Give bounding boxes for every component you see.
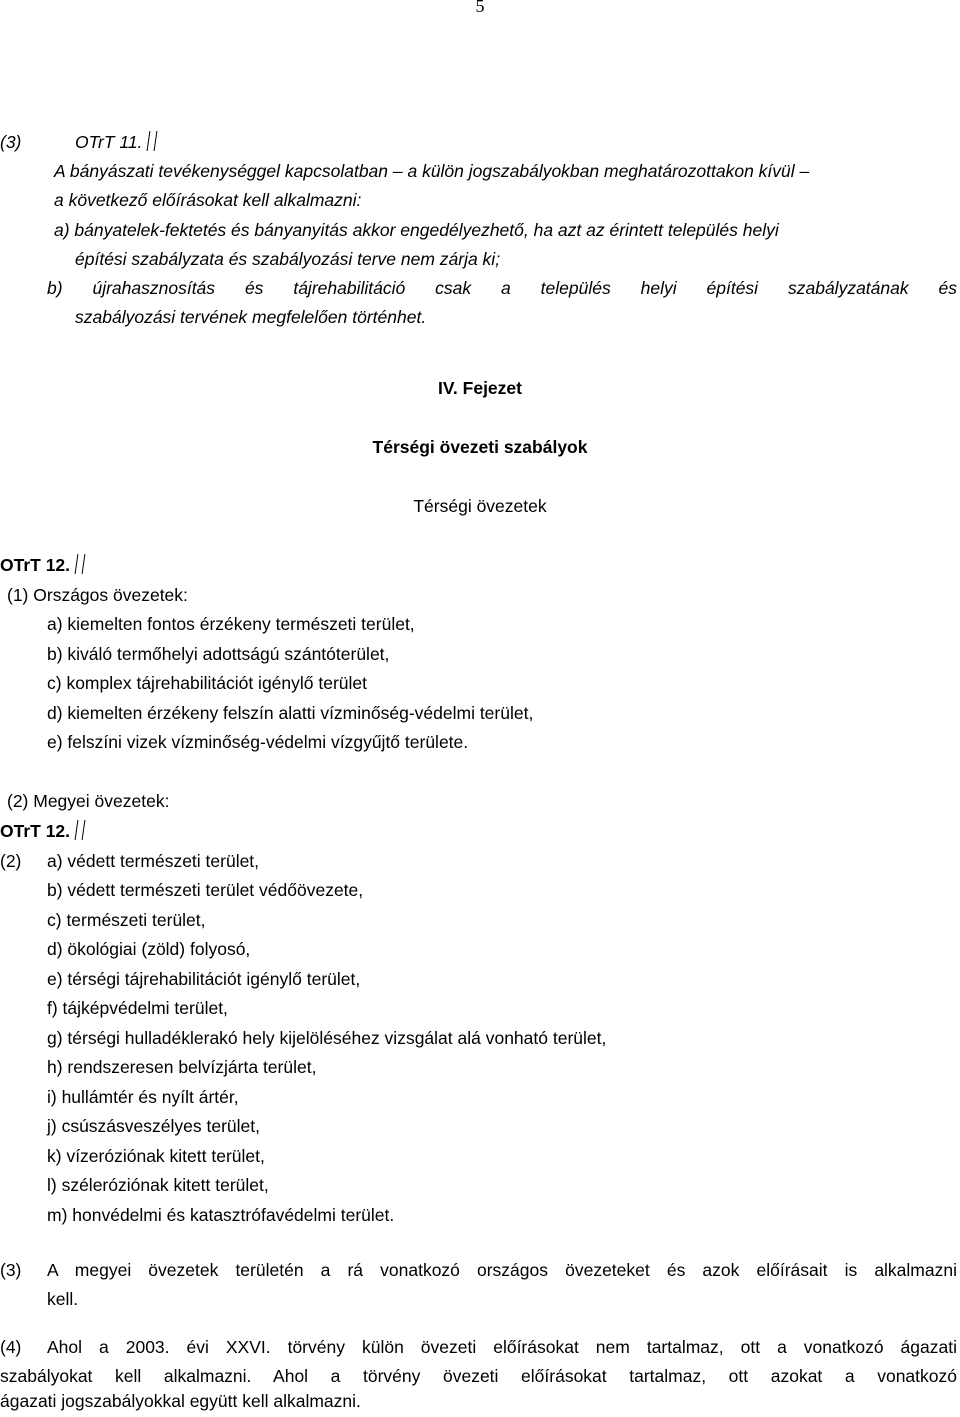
text-line: b) újrahasznosítás és tájrehabilitáció csak a település helyi építési szabályzatának és	[47, 278, 957, 298]
list-heading: (2) Megyei övezetek:	[7, 791, 170, 811]
list-heading: (1) Országos övezetek:	[7, 585, 188, 605]
list-item: e) térségi tájrehabilitációt igénylő terület,	[47, 969, 361, 989]
list-item: k) vízeróziónak kitett terület,	[47, 1146, 265, 1166]
list-item: a) kiemelten fontos érzékeny természeti terület,	[47, 614, 415, 634]
text-line: A megyei övezetek területén a rá vonatkozó országos övezeteket és azok előírásait is alkalmazni	[47, 1260, 957, 1280]
list-item: c) komplex tájrehabilitációt igénylő terület	[47, 673, 368, 693]
paragraph-number: (3)	[0, 132, 22, 152]
list-item: b) kiváló termőhelyi adottságú szántóterület,	[47, 644, 390, 664]
list-item: d) kiemelten érzékeny felszín alatti vízminőség-védelmi terület,	[47, 703, 534, 723]
list-item: g) térségi hulladéklerakó hely kijelöléséhez vizsgálat alá vonható terület,	[47, 1028, 607, 1048]
section-reference-text: OTrT 12.	[0, 821, 71, 841]
section-reference	[0, 817, 84, 847]
chapter-title: Térségi övezeti szabályok	[372, 437, 588, 457]
list-item: c) természeti terület,	[47, 910, 206, 930]
list-item: i) hullámtér és nyílt ártér,	[47, 1087, 239, 1107]
text-line: építési szabályzata és szabályozási terve nem zárja ki;	[75, 249, 501, 269]
list-item: m) honvédelmi és katasztrófavédelmi terület.	[47, 1205, 395, 1225]
text-line: A bányászati tevékenységgel kapcsolatban – a külön jogszabályokban meghatározottakon kívül –	[54, 161, 810, 181]
list-item: f) tájképvédelmi terület,	[47, 998, 228, 1018]
list-item: d) ökológiai (zöld) folyosó,	[47, 939, 251, 959]
section-reference	[0, 551, 84, 581]
chapter-subtitle: Térségi övezetek	[413, 496, 547, 516]
text-line: kell.	[47, 1289, 79, 1309]
section-sign-icon	[74, 554, 84, 574]
text-line: Ahol a 2003. évi XXVI. törvény külön övezeti előírásokat nem tartalmaz, ott a vonatkozó ágazati	[47, 1337, 957, 1357]
section-reference-text: OTrT 11.	[75, 132, 143, 152]
list-item: b) védett természeti terület védőövezete,	[47, 880, 364, 900]
paragraph-number: (4)	[0, 1337, 22, 1357]
chapter-number: IV. Fejezet	[438, 378, 522, 398]
section-sign-icon	[146, 131, 156, 151]
list-item: h) rendszeresen belvízjárta terület,	[47, 1057, 317, 1077]
paragraph-number: (3)	[0, 1260, 22, 1280]
list-item: e) felszíni vizek vízminőség-védelmi vízgyűjtő területe.	[47, 732, 469, 752]
text-line: ágazati jogszabályokkal együtt kell alkalmazni.	[0, 1391, 361, 1411]
paragraph-number: (2)	[0, 851, 22, 871]
list-item: a) védett természeti terület,	[47, 851, 260, 871]
section-sign-icon	[74, 820, 84, 840]
text-line: szabályozási tervének megfelelően történhet.	[75, 307, 427, 327]
list-item: j) csúszásveszélyes terület,	[47, 1116, 260, 1136]
section-reference	[75, 128, 156, 158]
text-line: a) bányatelek-fektetés és bányanyitás akkor engedélyezhető, ha azt az érintett település helyi	[54, 220, 779, 240]
text-line: a következő előírásokat kell alkalmazni:	[54, 190, 362, 210]
text-line: szabályokat kell alkalmazni. Ahol a törvény övezeti előírásokat tartalmaz, ott azokat a vonatkozó	[0, 1366, 957, 1386]
list-item: l) széleróziónak kitett terület,	[47, 1175, 269, 1195]
page-number: 5	[475, 0, 485, 16]
section-reference-text: OTrT 12.	[0, 555, 71, 575]
